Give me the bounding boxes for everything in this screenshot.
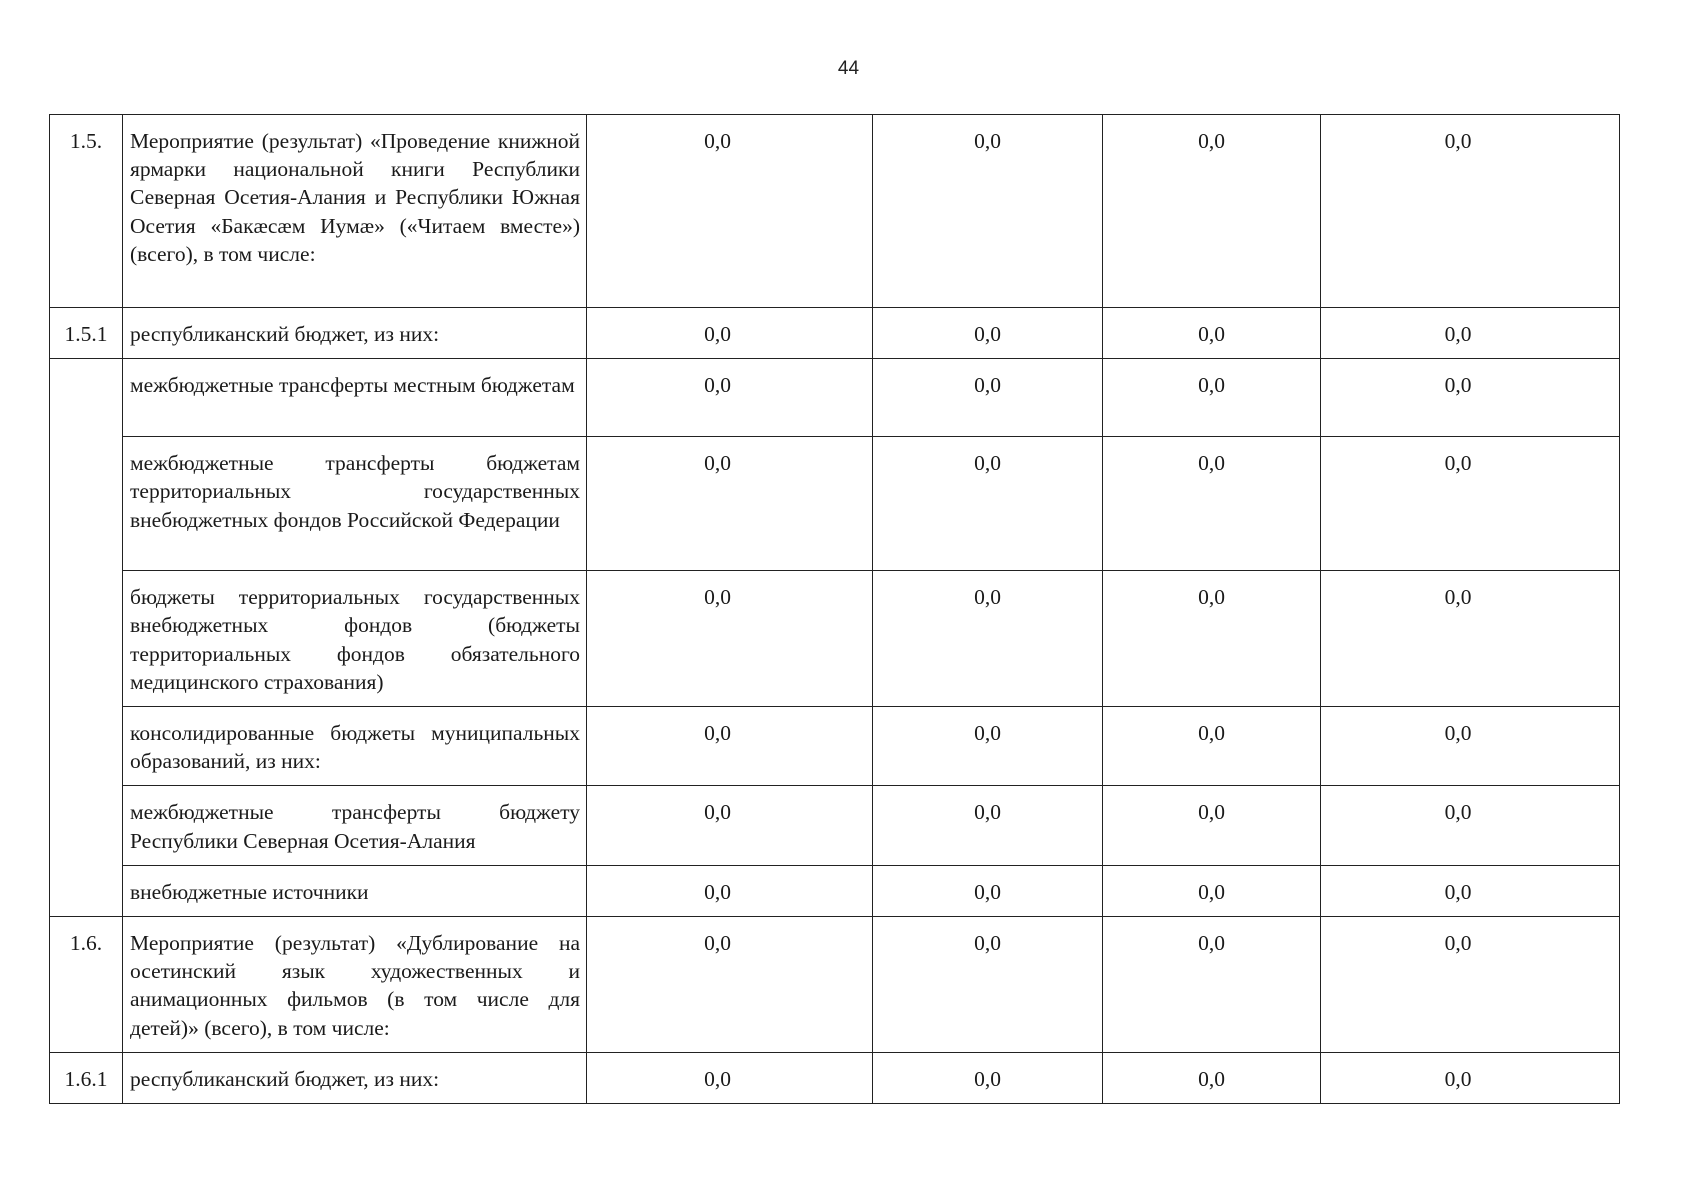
value-cell: 0,0 xyxy=(1321,437,1620,571)
value-cell: 0,0 xyxy=(873,707,1103,786)
value-cell: 0,0 xyxy=(1321,359,1620,437)
value-cell: 0,0 xyxy=(873,786,1103,865)
row-number: 1.5.1 xyxy=(50,308,123,359)
table-row xyxy=(50,571,1620,707)
value-cell: 0,0 xyxy=(587,308,873,359)
table-row xyxy=(50,359,1620,437)
page-number: 44 xyxy=(837,58,860,79)
value-cell: 0,0 xyxy=(873,865,1103,916)
row-name: республиканский бюджет, из них: xyxy=(123,308,587,359)
value-cell: 0,0 xyxy=(1321,571,1620,707)
table-row xyxy=(50,115,1620,308)
budget-table xyxy=(49,114,1620,1104)
value-cell: 0,0 xyxy=(1321,308,1620,359)
row-name: консолидированные бюджеты муниципальных образований, из них: xyxy=(123,707,587,786)
value-cell: 0,0 xyxy=(1103,865,1321,916)
value-cell: 0,0 xyxy=(587,571,873,707)
row-number xyxy=(50,359,123,917)
value-cell: 0,0 xyxy=(1321,917,1620,1053)
value-cell: 0,0 xyxy=(587,917,873,1053)
table-row xyxy=(50,865,1620,916)
value-cell: 0,0 xyxy=(587,786,873,865)
value-cell: 0,0 xyxy=(1103,1052,1321,1103)
value-cell: 0,0 xyxy=(873,571,1103,707)
value-cell: 0,0 xyxy=(1103,115,1321,308)
value-cell: 0,0 xyxy=(1103,571,1321,707)
value-cell: 0,0 xyxy=(1103,359,1321,437)
value-cell: 0,0 xyxy=(587,865,873,916)
row-name: внебюджетные источники xyxy=(123,865,587,916)
value-cell: 0,0 xyxy=(1103,786,1321,865)
row-number: 1.5. xyxy=(50,115,123,308)
value-cell: 0,0 xyxy=(873,917,1103,1053)
row-name: бюджеты территориальных государственных внебюджетных фондов (бюджеты территориальных фондов обязательного медицинского страхования) xyxy=(123,571,587,707)
value-cell: 0,0 xyxy=(1321,786,1620,865)
value-cell: 0,0 xyxy=(1103,917,1321,1053)
value-cell: 0,0 xyxy=(587,1052,873,1103)
value-cell: 0,0 xyxy=(1321,707,1620,786)
value-cell: 0,0 xyxy=(873,308,1103,359)
value-cell: 0,0 xyxy=(587,707,873,786)
value-cell: 0,0 xyxy=(1103,437,1321,571)
value-cell: 0,0 xyxy=(873,437,1103,571)
value-cell: 0,0 xyxy=(873,1052,1103,1103)
row-number: 1.6. xyxy=(50,917,123,1053)
value-cell: 0,0 xyxy=(587,359,873,437)
row-number: 1.6.1 xyxy=(50,1052,123,1103)
value-cell: 0,0 xyxy=(1321,115,1620,308)
row-name: Мероприятие (результат) «Проведение книжной ярмарки национальной книги Республики Северная Осетия-Алания и Республики Южная Осетия «Бакæсæм Иумæ» («Читаем вместе») (всего), в том числе: xyxy=(123,115,587,308)
row-name: Мероприятие (результат) «Дублирование на осетинский язык художественных и анимационных фильмов (в том числе для детей)» (всего), в том числе: xyxy=(123,917,587,1053)
row-name: межбюджетные трансферты бюджету Республики Северная Осетия-Алания xyxy=(123,786,587,865)
table-row xyxy=(50,437,1620,571)
table-row xyxy=(50,786,1620,865)
value-cell: 0,0 xyxy=(1321,865,1620,916)
value-cell: 0,0 xyxy=(587,437,873,571)
table-row xyxy=(50,917,1620,1053)
value-cell: 0,0 xyxy=(873,359,1103,437)
row-name: межбюджетные трансферты бюджетам территориальных государственных внебюджетных фондов Российской Федерации xyxy=(123,437,587,571)
table-row xyxy=(50,308,1620,359)
table-row xyxy=(50,1052,1620,1103)
table-row xyxy=(50,707,1620,786)
value-cell: 0,0 xyxy=(587,115,873,308)
value-cell: 0,0 xyxy=(1103,707,1321,786)
value-cell: 0,0 xyxy=(873,115,1103,308)
row-name: межбюджетные трансферты местным бюджетам xyxy=(123,359,587,437)
value-cell: 0,0 xyxy=(1321,1052,1620,1103)
row-name: республиканский бюджет, из них: xyxy=(123,1052,587,1103)
value-cell: 0,0 xyxy=(1103,308,1321,359)
